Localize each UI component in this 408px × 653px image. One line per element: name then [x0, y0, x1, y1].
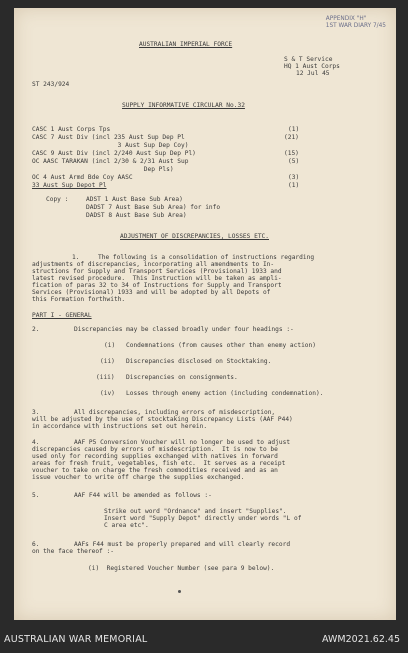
- dist-count: (1): [288, 182, 300, 189]
- para-line: C area etc".: [104, 522, 149, 529]
- footer-institution: AUSTRALIAN WAR MEMORIAL: [4, 634, 148, 645]
- list-item: Discrepancies disclosed on Stocktaking.: [126, 358, 272, 365]
- dist-line: OC AASC TARAKAN (incl 2/30 & 2/31 Aust Sup: [32, 158, 189, 165]
- para-line: Strike out word "Ordnance" and insert "Supplies".: [104, 508, 287, 515]
- para-line: fication of paras 32 to 34 of Instructions for Supply and Transport: [32, 282, 282, 289]
- stamp-line-1: APPENDIX "H": [325, 16, 367, 22]
- para-line: Discrepancies may be classed broadly under four headings :-: [74, 326, 294, 333]
- dist-count: (21): [284, 134, 299, 141]
- org-line-2: HQ 1 Aust Corps: [284, 63, 340, 70]
- para-line: used only for recording supplies exchanged with natives in forward: [32, 453, 278, 460]
- para-line: issue voucher to write off charge the supplies exchanged.: [32, 474, 245, 481]
- list-number: (iv): [100, 390, 115, 397]
- dist-line: CASC 1 Aust Corps Tps: [32, 126, 111, 133]
- reference-number: ST 243/924: [32, 81, 70, 88]
- copy-line: DADST 8 Aust Base Sub Area): [86, 212, 187, 219]
- para-number: 5.: [32, 492, 40, 499]
- para-line: adjustments of discrepancies, incorporating all amendments to In-: [32, 261, 275, 268]
- dist-count: (3): [288, 174, 300, 181]
- dist-line: Dep Pls): [32, 166, 174, 173]
- para-line: AAF P5 Conversion Voucher will no longer be used to adjust: [74, 439, 291, 446]
- dist-line: 3 Aust Sup Dep Coy): [32, 142, 189, 149]
- dist-line: 33 Aust Sup Depot Pl: [32, 182, 107, 189]
- list-item: Discrepancies on consignments.: [126, 374, 238, 381]
- dist-line: OC 4 Aust Armd Bde Coy AASC: [32, 174, 133, 181]
- para-line: this Formation forthwith.: [32, 296, 126, 303]
- para-line: areas for fresh fruit, vegetables, fish etc. It serves as a receipt: [32, 460, 286, 467]
- page-mark: [178, 590, 181, 593]
- document-page: [14, 8, 396, 620]
- para-number: 4.: [32, 439, 40, 446]
- para-line: will be adjusted by the use of stocktaking Discrepancy Lists (AAF P44): [32, 416, 293, 423]
- list-item: Losses through enemy action (including condemnation).: [126, 390, 324, 397]
- para-line: discrepancies caused by errors of misdescription. It is now to be: [32, 446, 278, 453]
- copy-line: ADST 1 Aust Base Sub Area): [86, 196, 183, 203]
- para-line: AAFs F44 must be properly prepared and will clearly record: [74, 541, 291, 548]
- stamp-line-2: 1ST WAR DIARY 7/45: [325, 22, 386, 29]
- org-line-1: S & T Service: [284, 56, 333, 63]
- para-number: 3.: [32, 409, 40, 416]
- list-item: Condemnations (from causes other than enemy action): [126, 342, 316, 349]
- list-number: (iii): [96, 374, 115, 381]
- copy-label: Copy :: [46, 196, 69, 203]
- para-line: latest revised procedure. This Instruction will be taken as ampli-: [32, 275, 282, 282]
- para-line: The following is a consolidation of instructions regarding: [98, 254, 315, 261]
- dist-count: (1): [288, 126, 300, 133]
- document-title: AUSTRALIAN IMPERIAL FORCE: [139, 41, 233, 48]
- para-line: Services (Provisional) 1933 and will be adopted by all Depots of: [32, 289, 271, 296]
- para-line: All discrepancies, including errors of misdescription,: [74, 409, 276, 416]
- list-number: (ii): [100, 358, 115, 365]
- para-line: structions for Supply and Transport Services (Provisional) 1933 and: [32, 268, 282, 275]
- dist-count: (5): [288, 158, 300, 165]
- issue-date: 12 Jul 45: [296, 70, 330, 77]
- dist-count: (15): [284, 150, 299, 157]
- footer-accession-number: AWM2021.62.45: [322, 634, 400, 645]
- para-line: Insert word "Supply Depot" directly under words "L of: [104, 515, 302, 522]
- appendix-stamp: [326, 16, 386, 29]
- copy-line: DADST 7 Aust Base Sub Area) for info: [86, 204, 221, 211]
- para-line: on the face thereof :-: [32, 548, 114, 555]
- para-number: 2.: [32, 326, 40, 333]
- section-title: ADJUSTMENT OF DISCREPANCIES, LOSSES ETC.: [120, 233, 270, 240]
- dist-line: CASC 7 Aust Div (incl 235 Aust Sup Dep Pl: [32, 134, 185, 141]
- para-line: voucher to take on charge the fresh commodities received and as an: [32, 467, 278, 474]
- list-number: (i): [104, 342, 116, 349]
- list-item: (i) Registered Voucher Number (see para 9 below).: [88, 565, 275, 572]
- dist-line: CASC 9 Aust Div (incl 2/240 Aust Sup Dep Pl): [32, 150, 196, 157]
- circular-title: SUPPLY INFORMATIVE CIRCULAR No.32: [122, 102, 245, 109]
- para-line: AAF F44 will be amended as follows :-: [74, 492, 212, 499]
- para-line: in accordance with instructions set out herein.: [32, 423, 208, 430]
- part-heading: PART I - GENERAL: [32, 312, 92, 319]
- para-number: 6.: [32, 541, 40, 548]
- footer-bar: [0, 625, 408, 653]
- para-number: 1.: [72, 254, 80, 261]
